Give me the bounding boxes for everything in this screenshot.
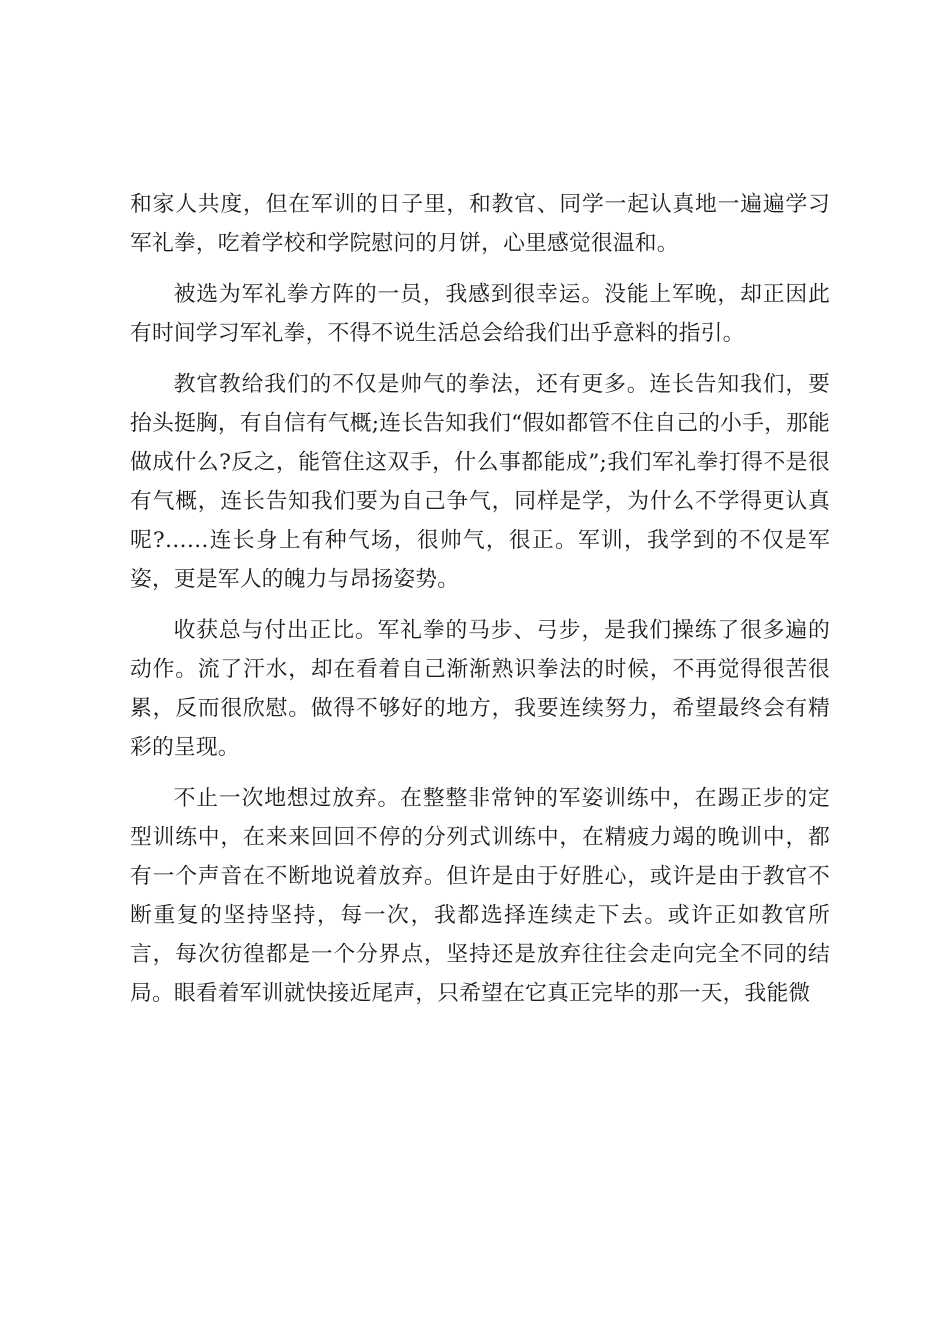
paragraph-5: 不止一次地想过放弃。在整整非常钟的军姿训练中，在踢正步的定型训练中，在来来回回不停的分列式训练中，在精疲力竭的晚训中，都有一个声音在不断地说着放弃。但许是由于好胜心，或许是由于教官不断重复的坚持坚持，每一次，我都选择连续走下去。或许正如教官所言，每次彷徨都是一个分界点，坚持还是放弃往往会走向完全不同的结局。眼看着军训就快接近尾声，只希望在它真正完毕的那一天，我能微 bbox=[130, 786, 830, 1006]
paragraph-2: 被选为军礼拳方阵的一员，我感到很幸运。没能上军晚，却正因此有时间学习军礼拳，不得不说生活总会给我们出乎意料的指引。 bbox=[130, 282, 830, 347]
paragraph-4: 收获总与付出正比。军礼拳的马步、弓步，是我们操练了很多遍的动作。流了汗水，却在看着自己渐渐熟识拳法的时候，不再觉得很苦很累，反而很欣慰。做得不够好的地方，我要连续努力，希望最终会有精彩的呈现。 bbox=[130, 618, 830, 760]
paragraph-3: 教官教给我们的不仅是帅气的拳法，还有更多。连长告知我们，要抬头挺胸，有自信有气概;连长告知我们“假如都管不住自己的小手，那能做成什么?反之，能管住这双手，什么事都能成”;我们军礼拳打得不是很有气概，连长告知我们要为自己争气，同样是学，为什么不学得更认真呢?……连长身上有种气场，很帅气，很正。军训，我学到的不仅是军姿，更是军人的魄力与昂扬姿势。 bbox=[130, 372, 830, 592]
document-body bbox=[130, 186, 830, 1026]
paragraph-1: 和家人共度，但在军训的日子里，和教官、同学一起认真地一遍遍学习军礼拳，吃着学校和学院慰问的月饼，心里感觉很温和。 bbox=[130, 192, 830, 256]
